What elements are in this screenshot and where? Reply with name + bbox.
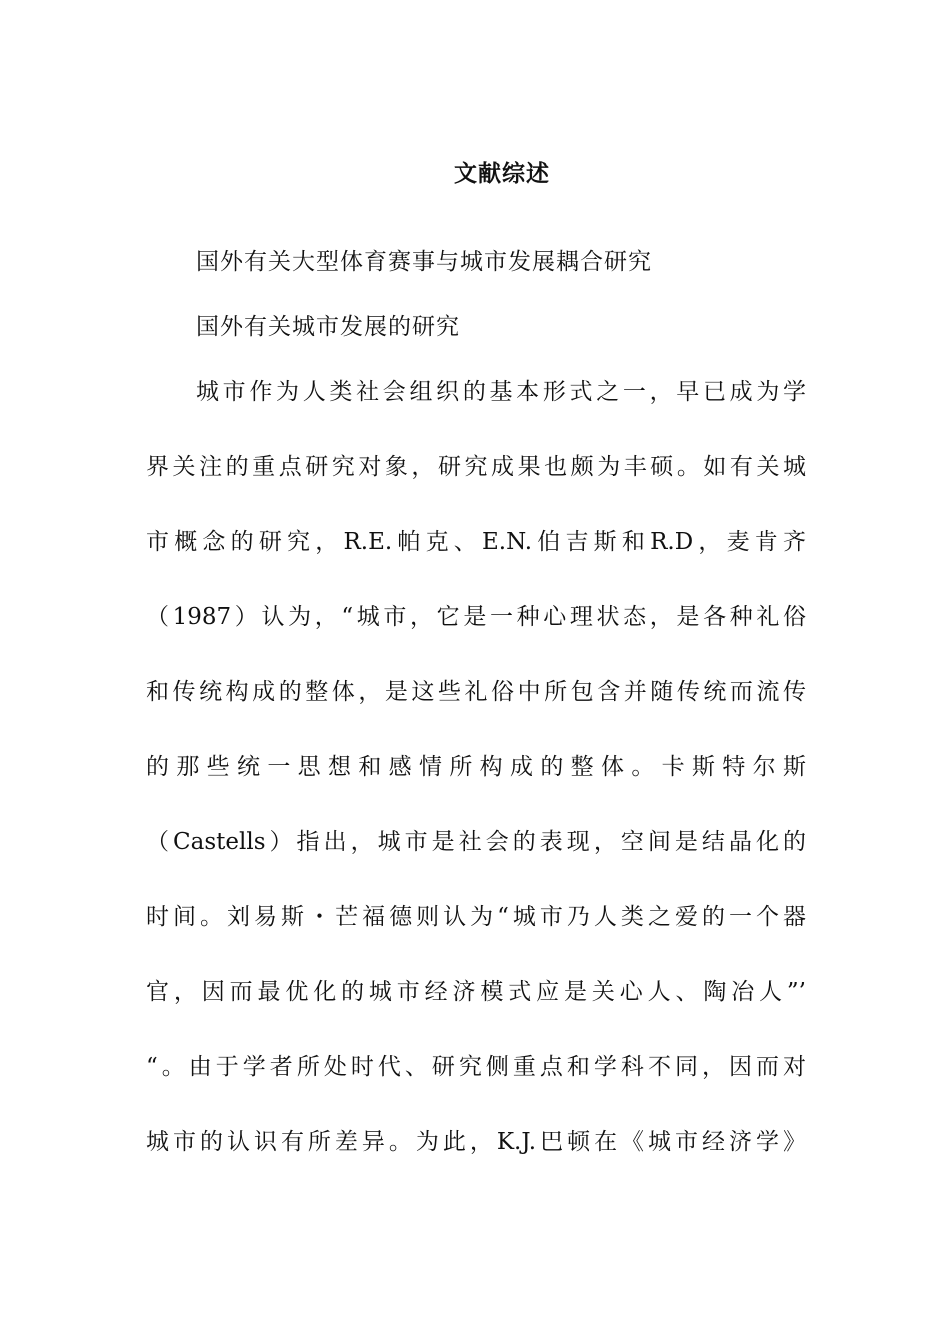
paragraph-line-4: （1987）认为，“城市，它是一种心理状态，是各种礼俗 <box>146 604 806 630</box>
paragraph-line-7: （Castells）指出，城市是社会的表现，空间是结晶化的 <box>146 829 806 855</box>
paragraph-line-2: 界关注的重点研究对象，研究成果也颇为丰硕。如有关城 <box>146 454 806 480</box>
paragraph-line-6: 的那些统一思想和感情所构成的整体。卡斯特尔斯 <box>146 754 806 780</box>
paragraph-line-5: 和传统构成的整体，是这些礼俗中所包含并随传统而流传 <box>146 679 806 705</box>
section-heading-1: 国外有关大型体育赛事与城市发展耦合研究 <box>196 249 652 275</box>
paragraph-line-1: 城市作为人类社会组织的基本形式之一，早已成为学 <box>196 379 806 405</box>
paragraph-line-9: 官，因而最优化的城市经济模式应是关心人、陶冶人”’ <box>146 979 806 1005</box>
section-heading-2: 国外有关城市发展的研究 <box>196 314 460 340</box>
paragraph-line-11: 城市的认识有所差异。为此，K.J.巴顿在《城市经济学》 <box>146 1129 806 1155</box>
document-title: 文献综述 <box>454 160 550 187</box>
paragraph-line-3: 市概念的研究，R.E.帕克、E.N.伯吉斯和R.D，麦肯齐 <box>146 529 806 555</box>
paragraph-line-8: 时间。刘易斯・芒福德则认为“城市乃人类之爱的一个器 <box>146 904 806 930</box>
paragraph-line-10: “。由于学者所处时代、研究侧重点和学科不同，因而对 <box>146 1054 806 1080</box>
